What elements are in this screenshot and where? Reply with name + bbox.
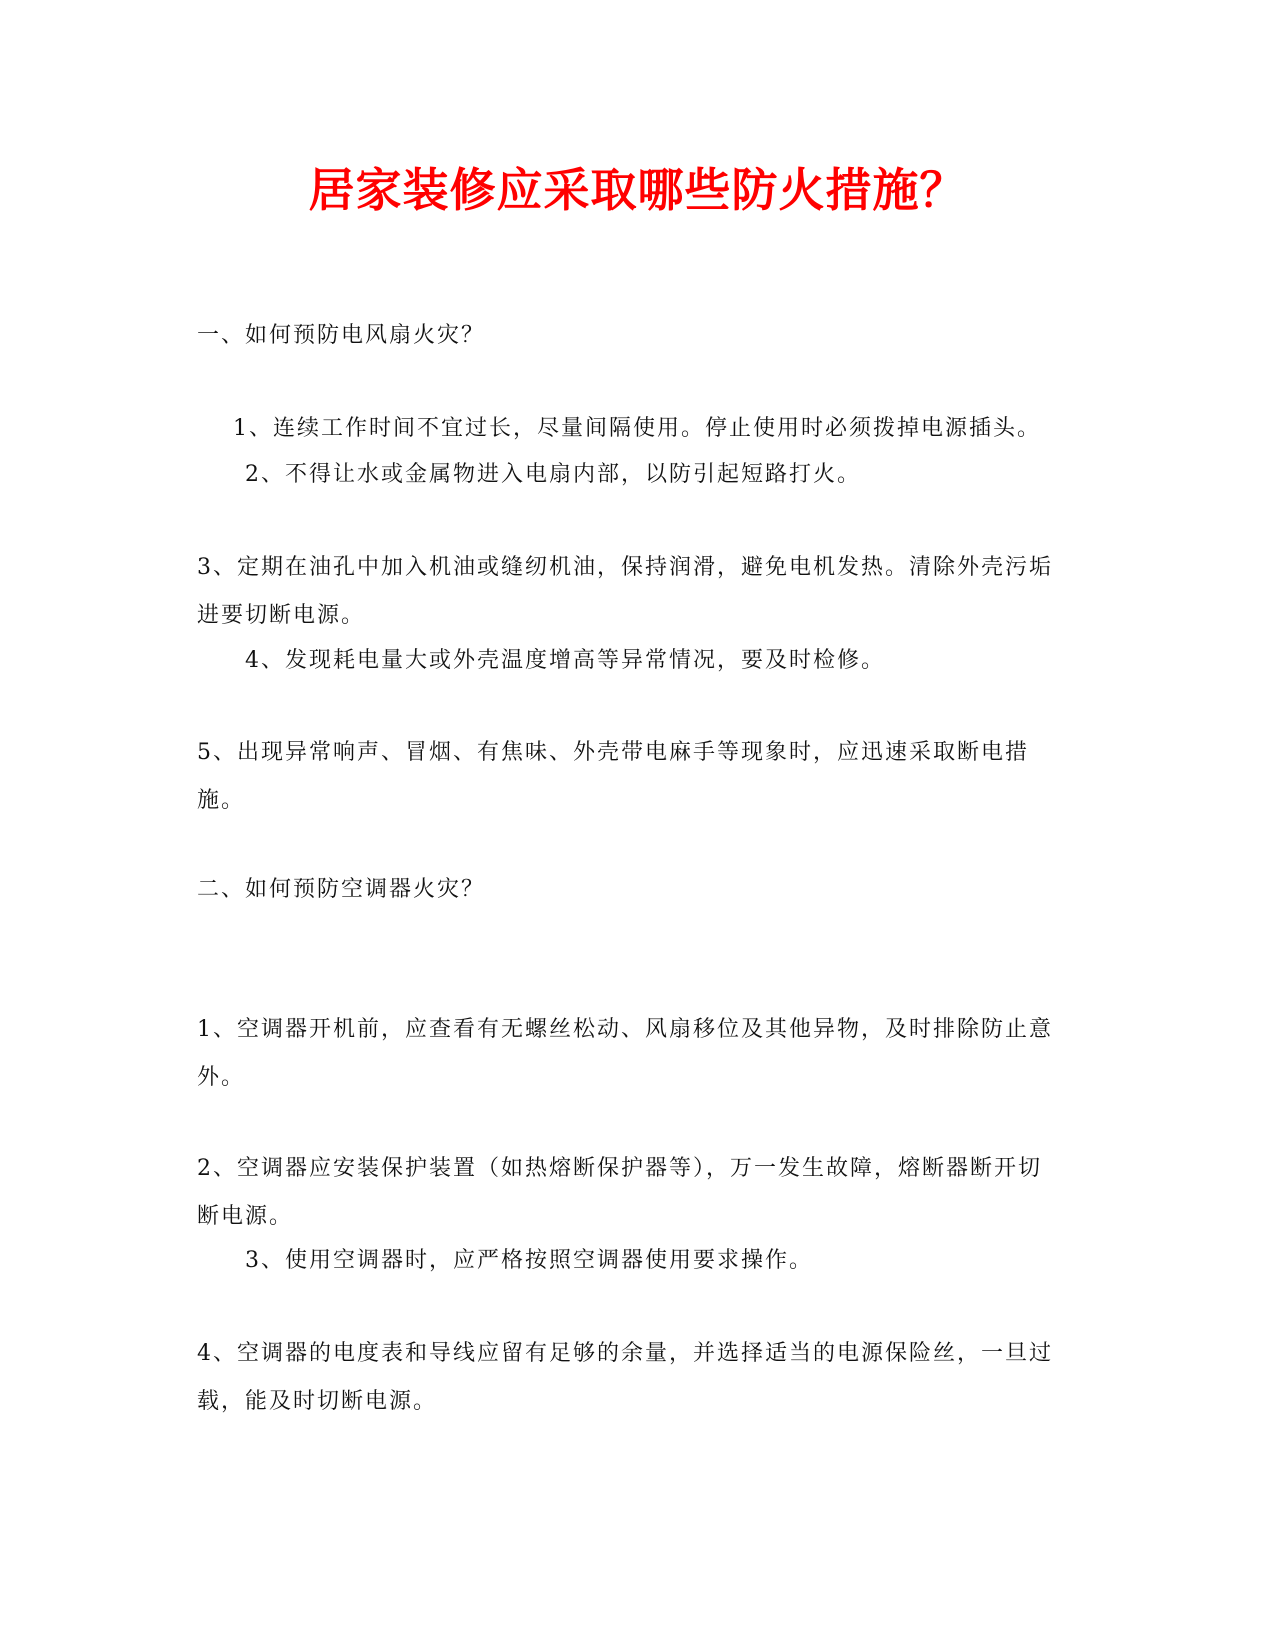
paragraph-ac-1: 1、空调器开机前，应查看有无螺丝松动、风扇移位及其他异物，及时排除防止意外。 bbox=[197, 1017, 1053, 1090]
paragraph-fan-1: 1、连续工作时间不宜过长，尽量间隔使用。停止使用时必须拨掉电源插头。 bbox=[233, 416, 1041, 441]
paragraph-ac-2: 2、空调器应安装保护装置（如热熔断保护器等），万一发生故障，熔断器断开切断电源。 bbox=[197, 1156, 1042, 1229]
paragraph-fan-3: 3、定期在油孔中加入机油或缝纫机油，保持润滑，避免电机发热。清除外壳污垢进要切断电源。 bbox=[197, 555, 1053, 628]
section-heading-ac: 二、如何预防空调器火灾？ bbox=[197, 877, 486, 902]
document-title: 居家装修应采取哪些防火措施？ bbox=[308, 163, 967, 217]
section-heading-fan: 一、如何预防电风扇火灾？ bbox=[197, 323, 486, 348]
paragraph-fan-4: 4、发现耗电量大或外壳温度增高等异常情况，要及时检修。 bbox=[245, 648, 885, 673]
paragraph-fan-2: 2、不得让水或金属物进入电扇内部，以防引起短路打火。 bbox=[245, 462, 861, 487]
paragraph-ac-3: 3、使用空调器时，应严格按照空调器使用要求操作。 bbox=[245, 1248, 813, 1273]
paragraph-fan-5: 5、出现异常响声、冒烟、有焦味、外壳带电麻手等现象时，应迅速采取断电措施。 bbox=[197, 740, 1029, 813]
paragraph-ac-4: 4、空调器的电度表和导线应留有足够的余量，并选择适当的电源保险丝，一旦过载，能及时切断电源。 bbox=[197, 1341, 1053, 1414]
